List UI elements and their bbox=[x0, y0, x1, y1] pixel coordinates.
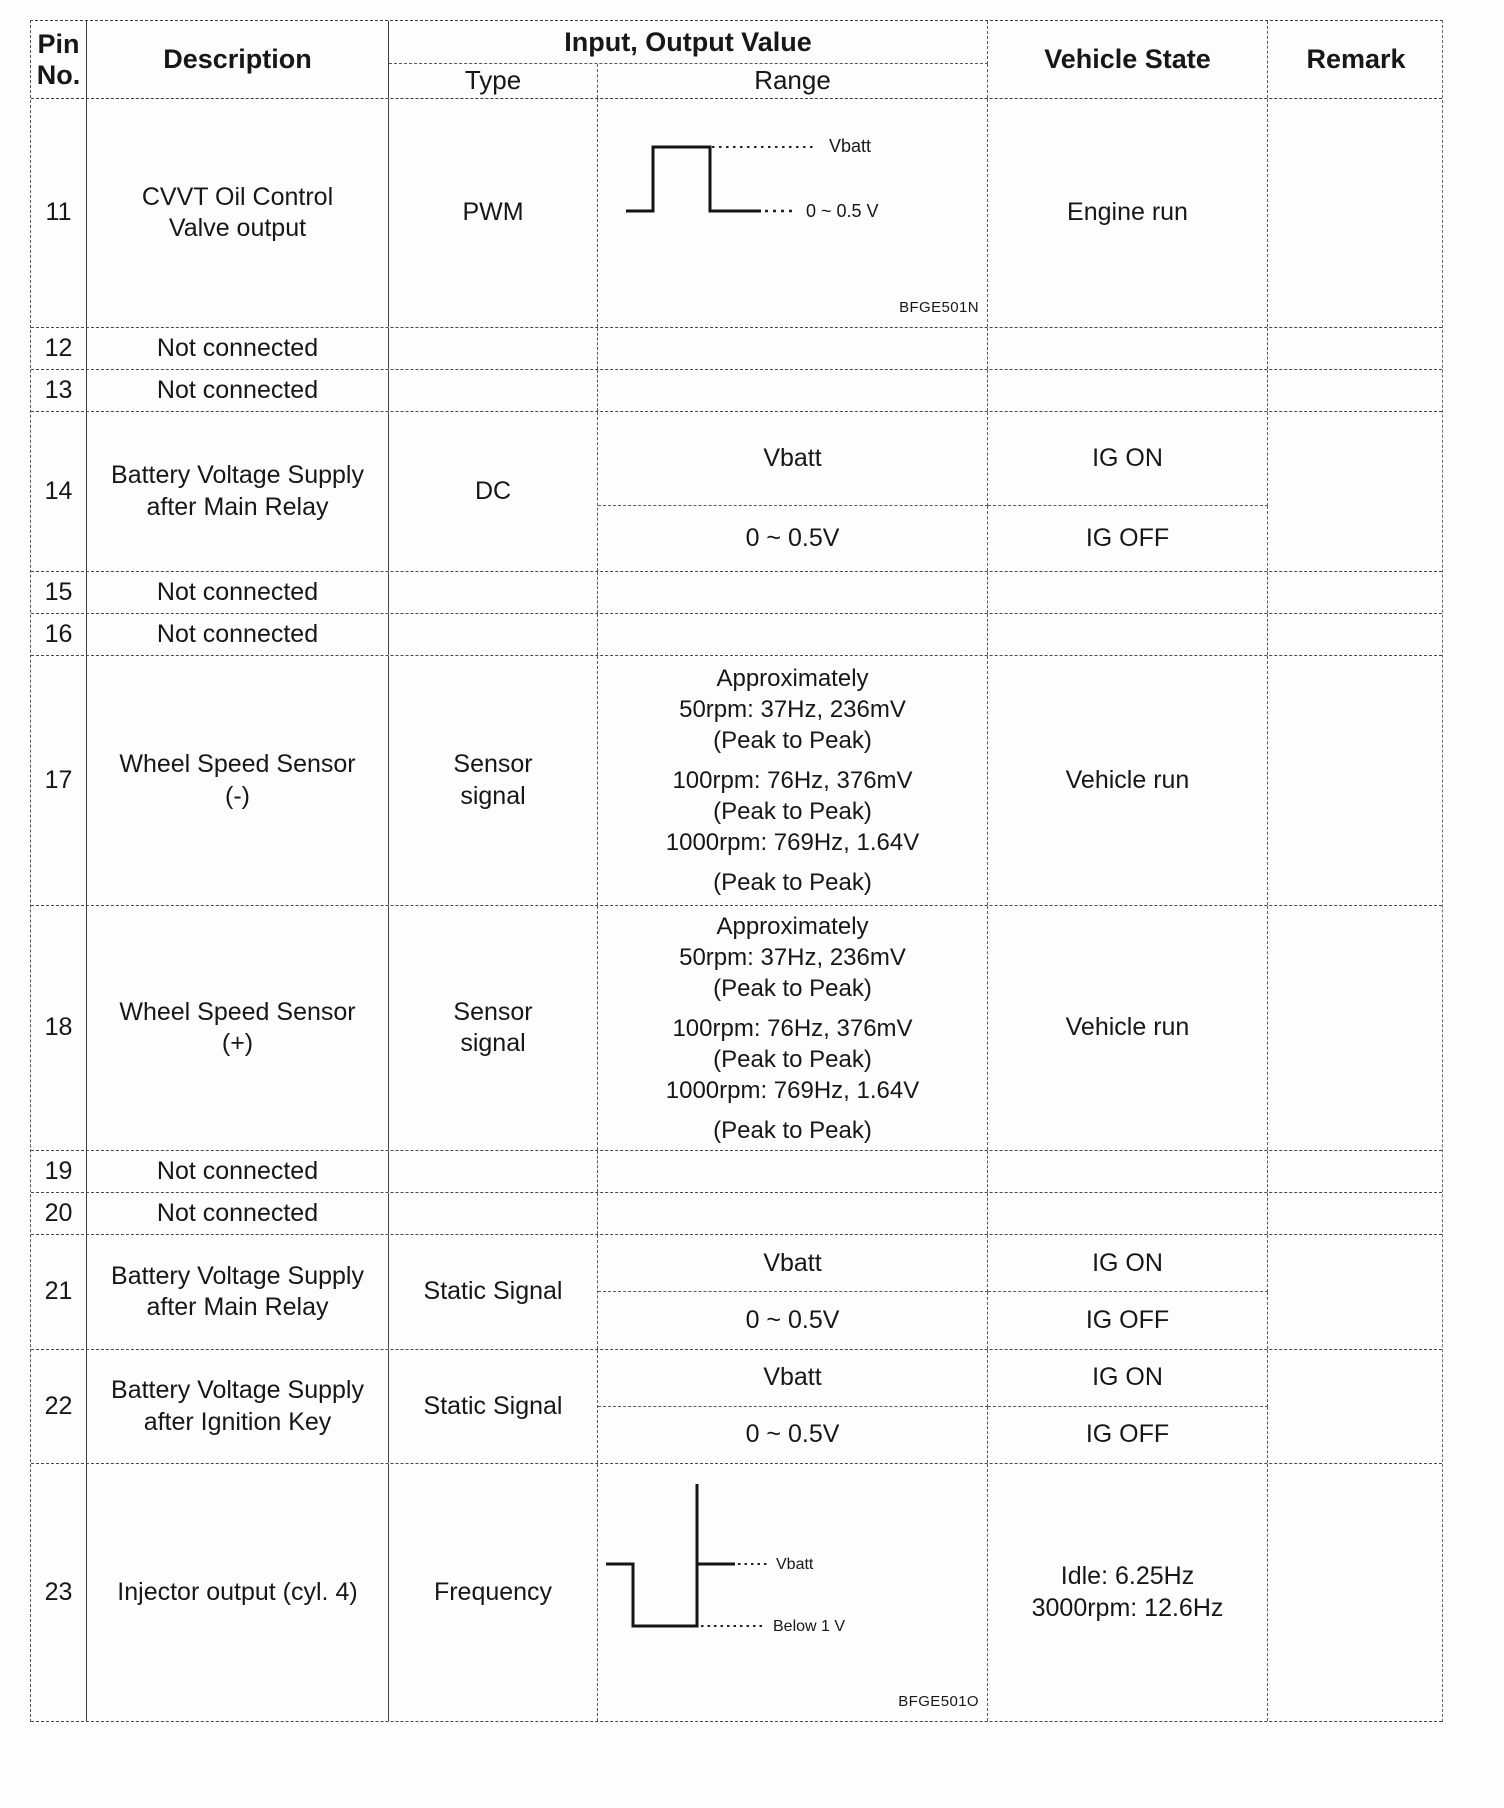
pin-cell: 22 bbox=[31, 1350, 87, 1463]
description-line: (+) bbox=[221, 1029, 254, 1057]
vehicle-state-line: Vehicle run bbox=[1065, 765, 1190, 794]
range-cell bbox=[598, 572, 988, 613]
range-line: (Peak to Peak) bbox=[713, 1116, 872, 1144]
type-cell bbox=[389, 572, 598, 613]
vehicle-state-cell bbox=[988, 370, 1268, 411]
range-cell bbox=[598, 328, 988, 369]
range-state-subgrid bbox=[598, 412, 1268, 571]
waveform-high-label: Vbatt bbox=[829, 136, 872, 156]
description-cell bbox=[87, 906, 389, 1150]
description-line: Battery Voltage Supply bbox=[111, 461, 364, 489]
description-cell bbox=[87, 1235, 389, 1349]
range-line: 100rpm: 76Hz, 376mV bbox=[672, 1014, 913, 1042]
header-pin-line2: No. bbox=[36, 59, 81, 90]
description-line: after Ignition Key bbox=[143, 1407, 332, 1436]
header-description: Description bbox=[87, 21, 389, 98]
injector-waveform bbox=[598, 1464, 988, 1720]
range-line: (Peak to Peak) bbox=[713, 869, 872, 896]
table-row-pin11 bbox=[31, 99, 1442, 328]
range-sub-cell: 0 ~ 0.5V bbox=[598, 1407, 988, 1464]
vehicle-state-cell bbox=[988, 1151, 1268, 1192]
range-line: 1000rpm: 769Hz, 1.64V bbox=[665, 829, 920, 856]
table-row-pin20 bbox=[31, 1193, 1442, 1235]
vehicle-state-cell bbox=[988, 99, 1268, 327]
pin-cell: 20 bbox=[31, 1193, 87, 1234]
pin-cell: 13 bbox=[31, 370, 87, 411]
description-line: Valve output bbox=[168, 214, 307, 242]
table-row-pin14 bbox=[31, 412, 1442, 572]
description-line: Injector output (cyl. 4) bbox=[117, 1577, 358, 1606]
vehicle-state-cell bbox=[988, 572, 1268, 613]
range-sub-cell: Vbatt bbox=[598, 412, 988, 506]
table-row-pin15 bbox=[31, 572, 1442, 614]
remark-cell bbox=[1268, 99, 1444, 327]
figure-code: BFGE501N bbox=[899, 299, 979, 317]
description-cell bbox=[87, 412, 389, 571]
range-line: 1000rpm: 769Hz, 1.64V bbox=[665, 1076, 920, 1104]
description-cell bbox=[87, 1151, 389, 1192]
vehicle-state-cell bbox=[988, 328, 1268, 369]
type-cell bbox=[389, 1193, 598, 1234]
waveform-low-label: 0 ~ 0.5 V bbox=[806, 201, 879, 221]
pin-cell: 23 bbox=[31, 1464, 87, 1721]
description-cell bbox=[87, 328, 389, 369]
vehicle-state-cell bbox=[988, 1193, 1268, 1234]
type-cell bbox=[389, 656, 598, 905]
pin-cell: 21 bbox=[31, 1235, 87, 1349]
pwm-waveform bbox=[598, 99, 988, 326]
type-cell bbox=[389, 614, 598, 655]
table-row-pin21 bbox=[31, 1235, 1442, 1350]
vehicle-state-sub-cell: IG OFF bbox=[988, 1292, 1268, 1349]
remark-cell bbox=[1268, 370, 1444, 411]
type-cell bbox=[389, 99, 598, 327]
type-line: Sensor bbox=[453, 997, 533, 1026]
range-line: Approximately bbox=[716, 665, 869, 692]
type-line: Static Signal bbox=[423, 1277, 563, 1306]
description-cell bbox=[87, 370, 389, 411]
type-cell bbox=[389, 1464, 598, 1721]
remark-cell bbox=[1268, 572, 1444, 613]
table-row-pin18 bbox=[31, 906, 1442, 1151]
table-row-pin17 bbox=[31, 656, 1442, 906]
range-cell bbox=[598, 906, 988, 1150]
remark-cell bbox=[1268, 906, 1444, 1150]
vehicle-state-sub-cell: IG OFF bbox=[988, 1407, 1268, 1464]
pin-cell: 17 bbox=[31, 656, 87, 905]
remark-cell bbox=[1268, 1193, 1444, 1234]
description-line: Not connected bbox=[156, 1198, 319, 1227]
header-vehicle-state: Vehicle State bbox=[988, 21, 1268, 98]
waveform-high-label: Vbatt bbox=[776, 1556, 814, 1573]
description-cell bbox=[87, 656, 389, 905]
range-line: 50rpm: 37Hz, 236mV bbox=[679, 943, 906, 971]
header-type: Type bbox=[389, 64, 598, 98]
range-cell bbox=[598, 370, 988, 411]
type-cell bbox=[389, 1151, 598, 1192]
type-line: Static Signal bbox=[423, 1391, 563, 1420]
description-line: Not connected bbox=[156, 577, 319, 606]
description-line: Wheel Speed Sensor bbox=[119, 997, 356, 1026]
pin-cell: 16 bbox=[31, 614, 87, 655]
type-cell bbox=[389, 1235, 598, 1349]
pin-cell: 18 bbox=[31, 906, 87, 1150]
description-line: Not connected bbox=[156, 375, 319, 404]
vehicle-state-sub-cell: IG ON bbox=[988, 412, 1268, 506]
remark-cell bbox=[1268, 656, 1444, 905]
table-row-pin13 bbox=[31, 370, 1442, 412]
type-cell bbox=[389, 328, 598, 369]
description-cell bbox=[87, 572, 389, 613]
pin-cell: 12 bbox=[31, 328, 87, 369]
table-row-pin22 bbox=[31, 1350, 1442, 1464]
description-line: CVVT Oil Control bbox=[141, 182, 334, 211]
description-line: Not connected bbox=[156, 1156, 319, 1185]
description-line: Wheel Speed Sensor bbox=[119, 750, 356, 778]
remark-cell bbox=[1268, 1464, 1444, 1721]
range-cell-injector-waveform bbox=[598, 1464, 988, 1721]
description-line: after Main Relay bbox=[146, 1293, 329, 1321]
type-cell bbox=[389, 412, 598, 571]
range-cell bbox=[598, 1193, 988, 1234]
range-line: (Peak to Peak) bbox=[713, 974, 872, 1002]
figure-code: BFGE501O bbox=[898, 1693, 979, 1711]
table-header bbox=[31, 21, 1442, 99]
range-state-subgrid bbox=[598, 1235, 1268, 1349]
remark-cell bbox=[1268, 1235, 1444, 1349]
pin-cell: 15 bbox=[31, 572, 87, 613]
description-line: Not connected bbox=[156, 619, 319, 648]
range-sub-cell: 0 ~ 0.5V bbox=[598, 1292, 988, 1349]
vehicle-state-cell bbox=[988, 656, 1268, 905]
range-text-block bbox=[666, 663, 920, 898]
description-line: Battery Voltage Supply bbox=[111, 1261, 364, 1290]
type-line: Sensor bbox=[453, 750, 533, 778]
description-cell bbox=[87, 1350, 389, 1463]
description-cell bbox=[87, 1193, 389, 1234]
table-row-pin16 bbox=[31, 614, 1442, 656]
range-line: (Peak to Peak) bbox=[713, 727, 872, 754]
type-cell bbox=[389, 1350, 598, 1463]
type-line: DC bbox=[474, 476, 512, 505]
type-cell bbox=[389, 370, 598, 411]
vehicle-state-cell bbox=[988, 614, 1268, 655]
pin-cell: 14 bbox=[31, 412, 87, 571]
pin-cell: 11 bbox=[31, 99, 87, 327]
description-line: Not connected bbox=[156, 333, 319, 362]
waveform-low-label: Below 1 V bbox=[773, 1618, 846, 1635]
type-cell bbox=[389, 906, 598, 1150]
range-cell bbox=[598, 1151, 988, 1192]
range-line: Approximately bbox=[716, 912, 869, 940]
type-line: signal bbox=[460, 1029, 526, 1057]
remark-cell bbox=[1268, 1151, 1444, 1192]
header-pin-line1: Pin bbox=[37, 29, 80, 60]
range-cell bbox=[598, 656, 988, 905]
header-pin-no bbox=[31, 21, 87, 98]
type-line: PWM bbox=[462, 198, 524, 227]
description-line: (-) bbox=[225, 781, 250, 810]
remark-cell bbox=[1268, 412, 1444, 571]
header-range: Range bbox=[598, 64, 988, 98]
range-line: 100rpm: 76Hz, 376mV bbox=[672, 767, 913, 794]
description-cell bbox=[87, 99, 389, 327]
description-line: after Main Relay bbox=[146, 492, 329, 521]
range-line: (Peak to Peak) bbox=[713, 798, 872, 825]
range-line: 50rpm: 37Hz, 236mV bbox=[679, 696, 906, 723]
range-sub-cell: Vbatt bbox=[598, 1235, 988, 1292]
range-cell bbox=[598, 614, 988, 655]
vehicle-state-cell bbox=[988, 906, 1268, 1150]
vehicle-state-sub-cell: IG ON bbox=[988, 1350, 1268, 1407]
ecu-pinout-table bbox=[30, 20, 1443, 1722]
range-line: (Peak to Peak) bbox=[713, 1045, 872, 1073]
vehicle-state-sub-cell: IG OFF bbox=[988, 506, 1268, 571]
table-row-pin23 bbox=[31, 1464, 1442, 1722]
vehicle-state-line: Engine run bbox=[1067, 198, 1188, 227]
type-line: Frequency bbox=[433, 1577, 553, 1606]
range-state-subgrid bbox=[598, 1350, 1268, 1463]
table-row-pin19 bbox=[31, 1151, 1442, 1193]
header-remark: Remark bbox=[1306, 44, 1406, 75]
range-sub-cell: 0 ~ 0.5V bbox=[598, 506, 988, 571]
vehicle-state-sub-cell: IG ON bbox=[988, 1235, 1268, 1292]
range-cell-pwm-waveform bbox=[598, 99, 988, 327]
range-text-block bbox=[666, 911, 920, 1146]
remark-cell bbox=[1268, 614, 1444, 655]
table-row-pin12 bbox=[31, 328, 1442, 370]
description-cell bbox=[87, 1464, 389, 1721]
vehicle-state-cell bbox=[988, 1464, 1268, 1721]
remark-cell bbox=[1268, 1350, 1444, 1463]
vehicle-state-line: Idle: 6.25Hz bbox=[1060, 1562, 1195, 1590]
vehicle-state-line: Vehicle run bbox=[1065, 1013, 1190, 1042]
pin-cell: 19 bbox=[31, 1151, 87, 1192]
header-io-value: Input, Output Value bbox=[389, 21, 988, 64]
type-line: signal bbox=[460, 781, 526, 810]
vehicle-state-line: 3000rpm: 12.6Hz bbox=[1031, 1593, 1224, 1622]
range-sub-cell: Vbatt bbox=[598, 1350, 988, 1407]
description-cell bbox=[87, 614, 389, 655]
remark-cell bbox=[1268, 328, 1444, 369]
description-line: Battery Voltage Supply bbox=[111, 1376, 364, 1404]
